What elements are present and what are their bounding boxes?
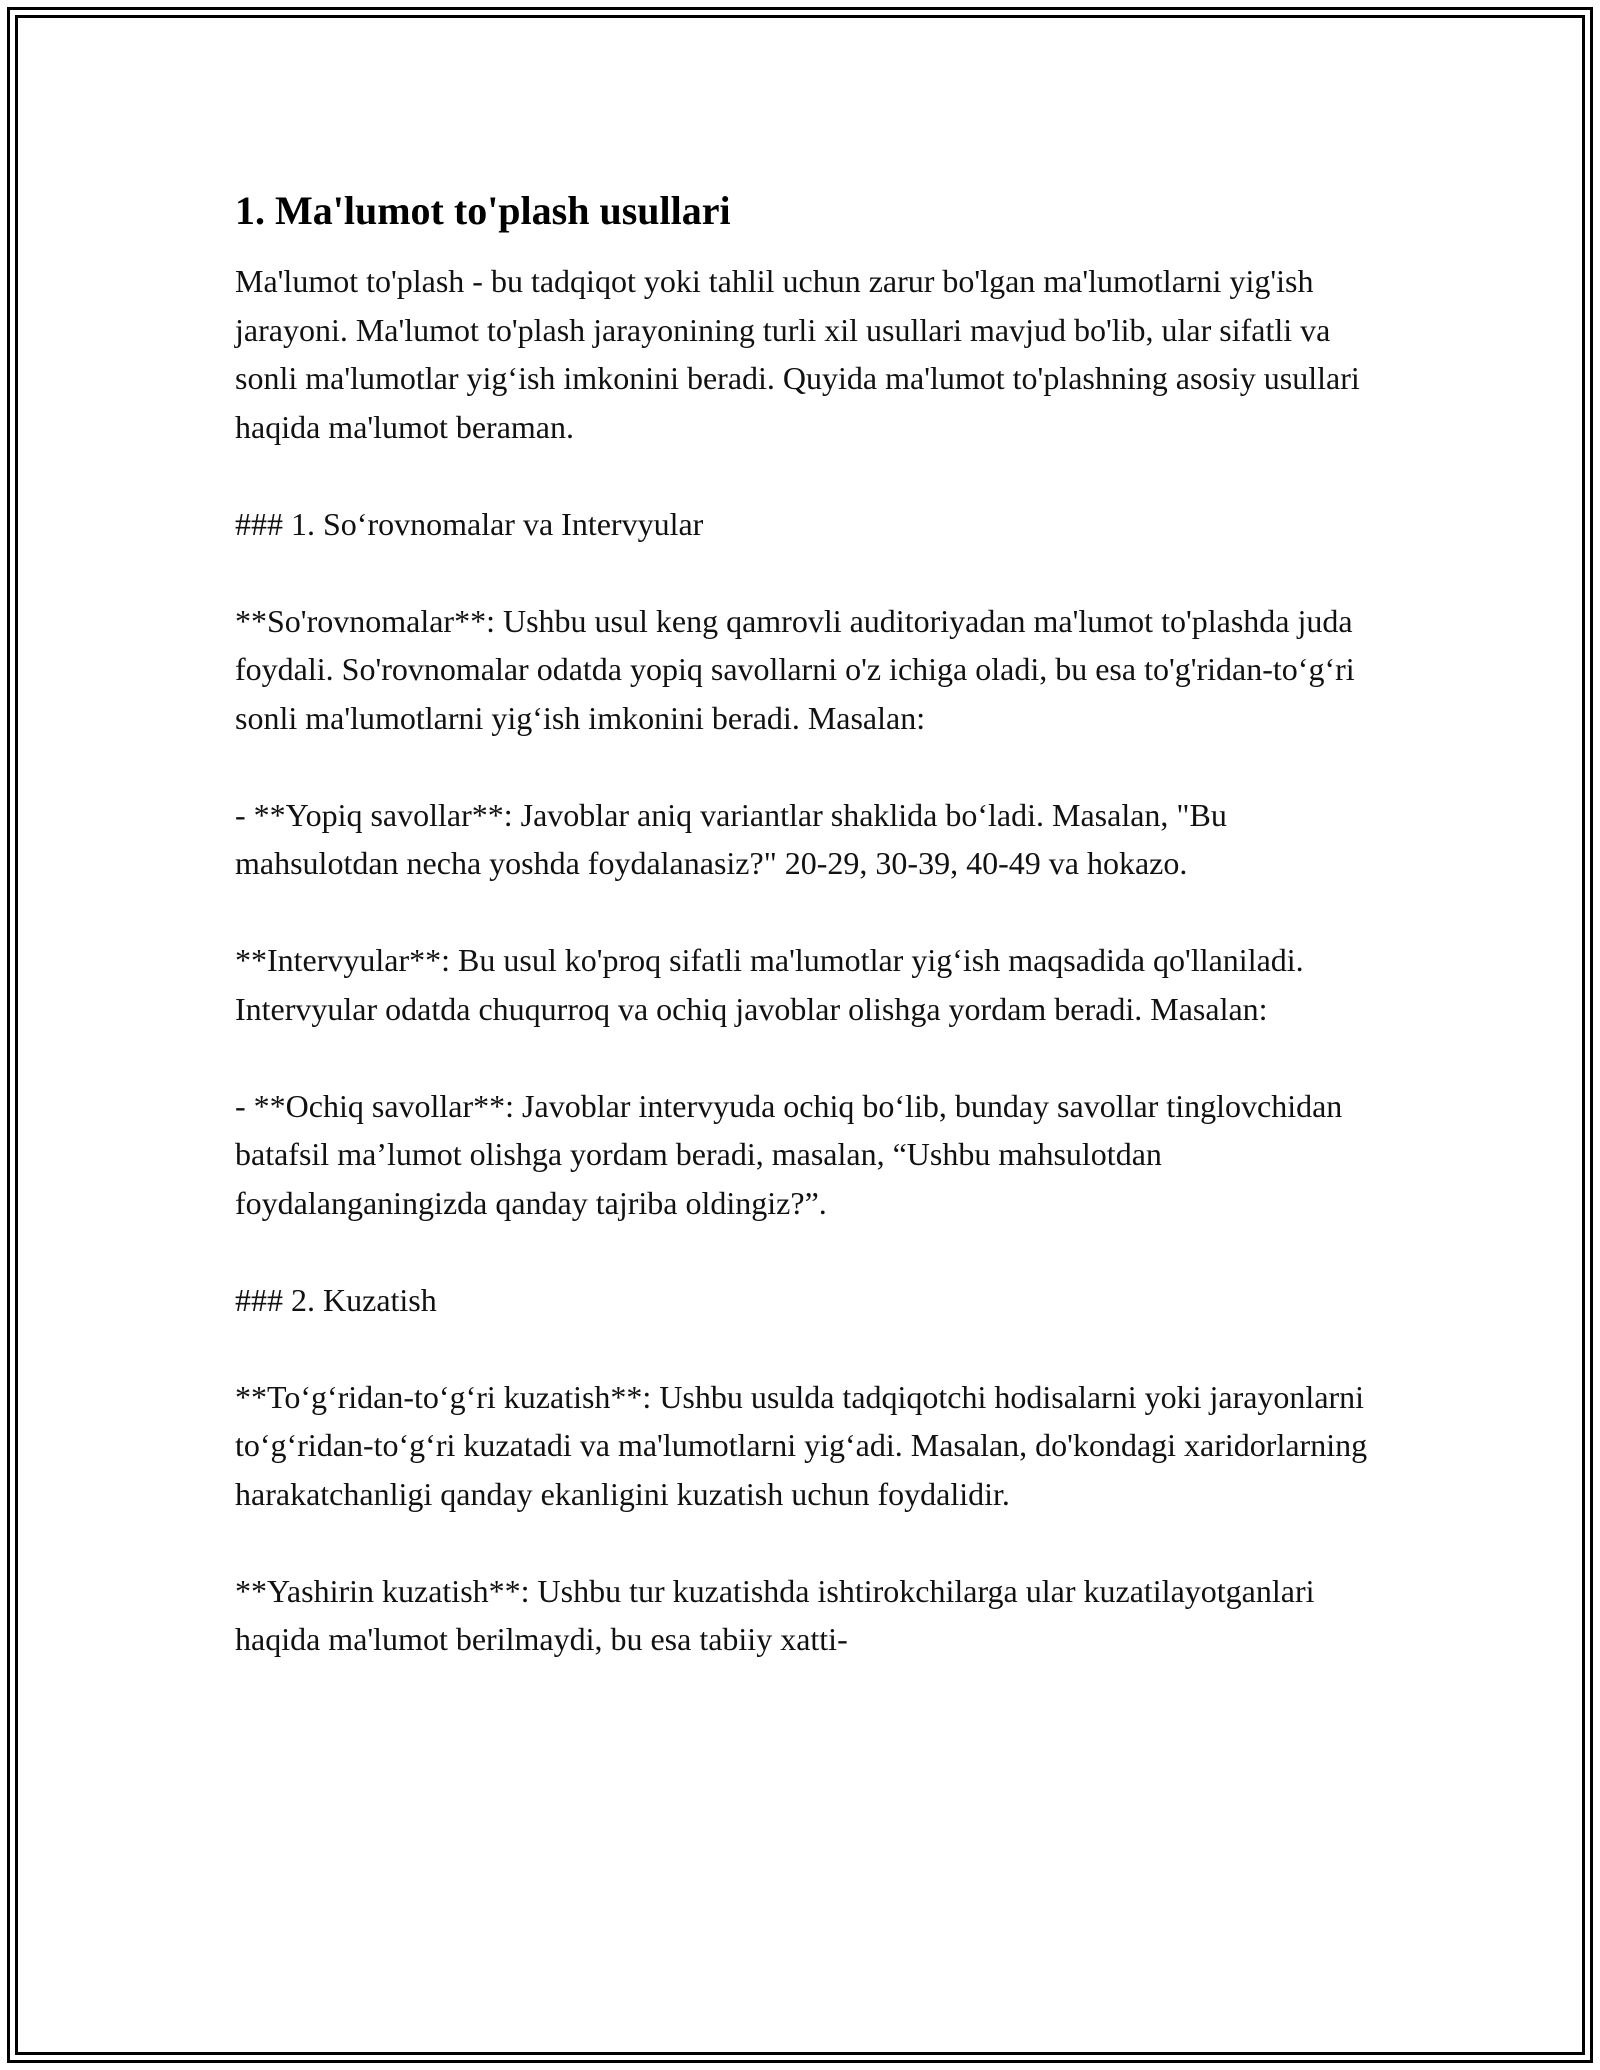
open-questions-item: - **Ochiq savollar**: Javoblar intervyuda ochiq bo‘lib, bunday savollar tinglovchidan batafsil ma’lumot olishga yordam beradi, masalan, “Ushbu mahsulotdan foydalanganingizda qanday tajriba oldingiz?”. [235, 1087, 1343, 1221]
interviews-paragraph: **Intervyular**: Bu usul ko'proq sifatli ma'lumotlar yig‘ish maqsadida qo'llaniladi. Intervyular odatda chuqurroq va ochiq javoblar olishga yordam beradi. Masalan: [235, 942, 1304, 1027]
surveys-paragraph: **So'rovnomalar**: Ushbu usul keng qamrovli auditoriyadan ma'lumot to'plashda juda foydali. So'rovnomalar odatda yopiq savollarni o'z ichiga oladi, bu esa to'g'ridan-to‘g‘ri sonli ma'lumotlarni yig‘ish imkonini beradi. Masalan: [235, 602, 1355, 736]
section-heading-surveys-interviews: ### 1. So‘rovnomalar va Intervyular [235, 505, 704, 542]
intro-paragraph: Ma'lumot to'plash - bu tadqiqot yoki tahlil uchun zarur bo'lgan ma'lumotlarni yig'ish jarayoni. Ma'lumot to'plash jarayonining turli xil usullari mavjud bo'lib, ular sifatli va sonli ma'lumotlar yig‘ish imkonini beradi. Quyida ma'lumot to'plashning asosiy usullari haqida ma'lumot beraman. [235, 263, 1360, 445]
section-heading-observation: ### 2. Kuzatish [235, 1281, 437, 1318]
closed-questions-item: - **Yopiq savollar**: Javoblar aniq variantlar shaklida bo‘ladi. Masalan, "Bu mahsulotdan necha yoshda foydalanasiz?" 20-29, 30-39, 40-49 va hokazo. [235, 796, 1227, 881]
direct-observation-paragraph: **To‘g‘ridan-to‘g‘ri kuzatish**: Ushbu usulda tadqiqotchi hodisalarni yoki jarayonlarni to‘g‘ridan-to‘g‘ri kuzatadi va ma'lumotlarni yig‘adi. Masalan, do'kondagi xaridorlarning harakatchanligi qanday ekanligini kuzatish uchun foydalidir. [235, 1378, 1368, 1512]
document-body [235, 185, 1375, 1664]
hidden-observation-paragraph: **Yashirin kuzatish**: Ushbu tur kuzatishda ishtirokchilarga ular kuzatilayotganlari haqida ma'lumot berilmaydi, bu esa tabiiy xatti- [235, 1572, 1315, 1657]
document-title: 1. Ma'lumot to'plash usullari [235, 188, 731, 233]
